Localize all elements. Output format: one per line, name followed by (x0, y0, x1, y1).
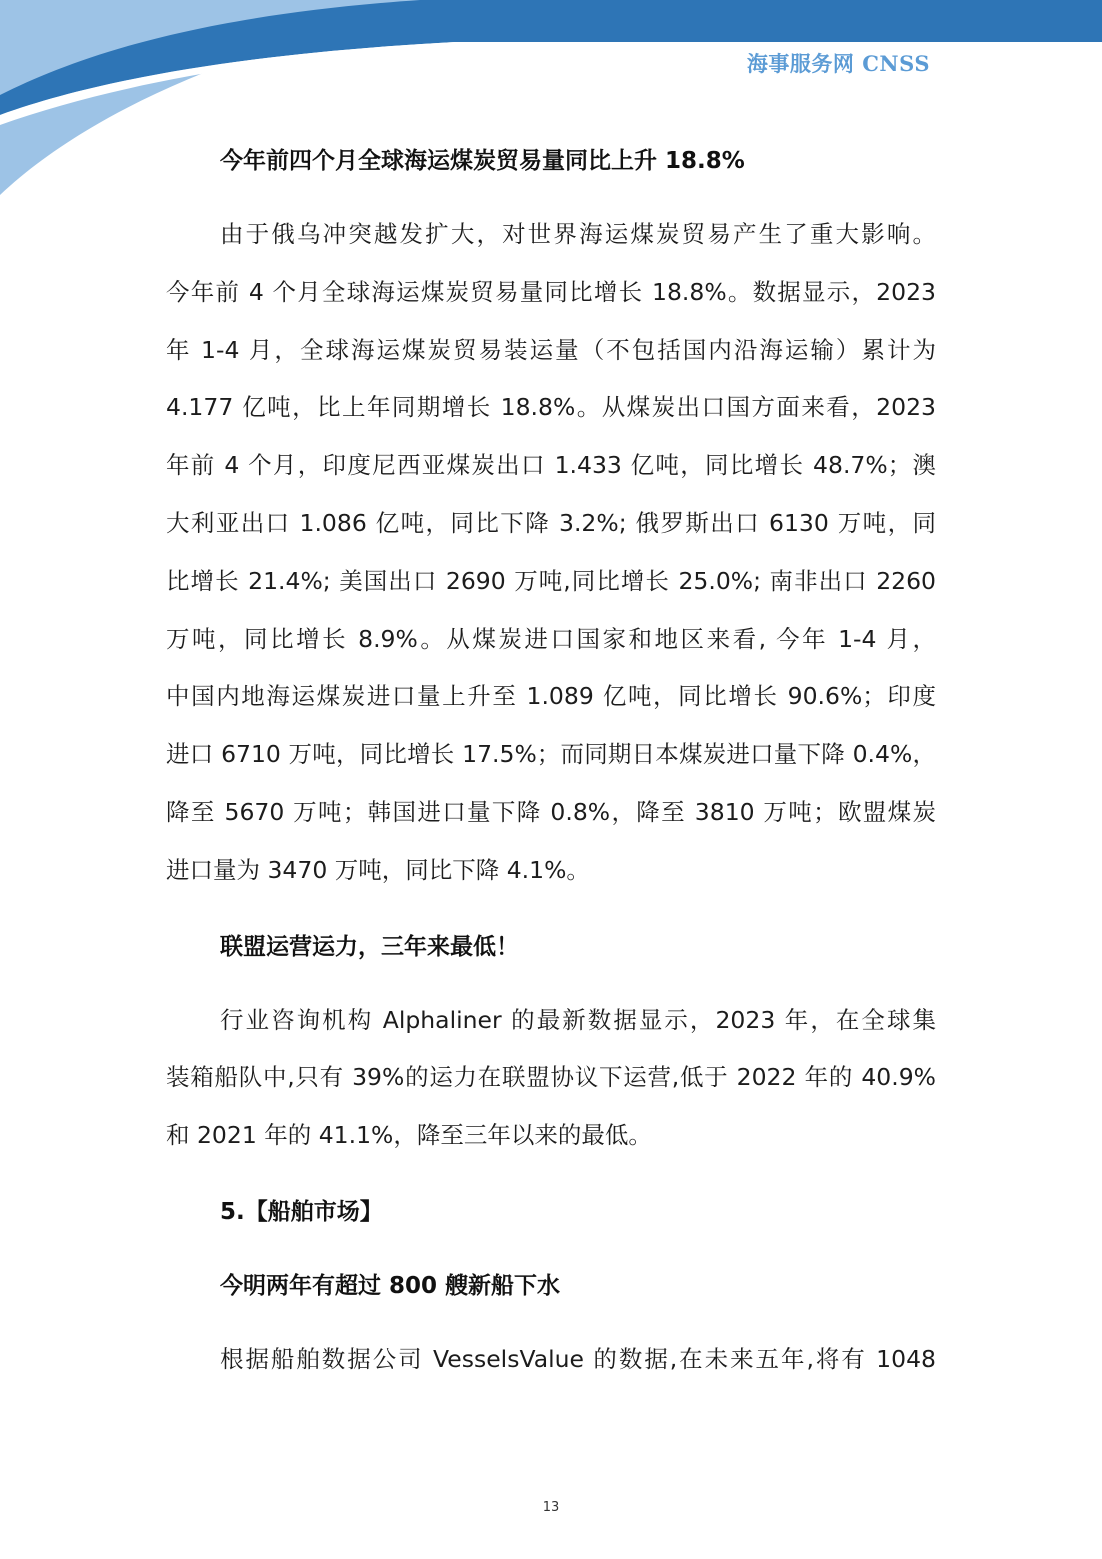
text-line: 进口量为 3470 万吨，同比下降 4.1%。 (166, 855, 590, 884)
text-line: 今年前 4 个月全球海运煤炭贸易量同比增长 18.8%。数据显示，2023 (166, 277, 936, 306)
text-line: 比增长 21.4%; 美国出口 2690 万吨,同比增长 25.0%; 南非出口 2260 (166, 566, 936, 595)
text-line: 进口 6710 万吨，同比增长 17.5%；而同期日本煤炭进口量下降 0.4%， (166, 740, 936, 769)
text-line: 中国内地海运煤炭进口量上升至 1.089 亿吨，同比增长 90.6%；印度 (166, 682, 936, 711)
heading-newbuild-launch: 今明两年有超过 800 艘新船下水 (220, 1272, 561, 1299)
page-number: 13 (542, 1500, 560, 1515)
heading-coal-trade: 今年前四个月全球海运煤炭贸易量同比上升 18.8% (220, 148, 745, 174)
text-line: 降至 5670 万吨；韩国进口量下降 0.8%，降至 3810 万吨；欧盟煤炭 (166, 797, 936, 826)
paragraph-coal-trade (166, 206, 936, 900)
heading-alliance-capacity: 联盟运营运力，三年来最低！ (220, 933, 519, 960)
paragraph-newbuild (166, 1331, 936, 1389)
text-line: 根据船舶数据公司 VesselsValue 的数据,在未来五年,将有 1048 (220, 1344, 936, 1373)
text-line: 4.177 亿吨，比上年同期增长 18.8%。从煤炭出口国方面来看，2023 (166, 393, 936, 422)
text-line: 装箱船队中,只有 39%的运力在联盟协议下运营,低于 2022 年的 40.9% (166, 1063, 936, 1092)
text-line: 和 2021 年的 41.1%，降至三年以来的最低。 (166, 1121, 652, 1150)
paragraph-alliance-capacity (166, 992, 936, 1165)
header-brand: 海事服务网 CNSS (746, 51, 930, 76)
heading-ship-market: 5.【船舶市场】 (220, 1198, 383, 1225)
text-line: 万吨，同比增长 8.9%。从煤炭进口国家和地区来看, 今年 1-4 月， (166, 624, 936, 653)
text-line: 年前 4 个月，印度尼西亚煤炭出口 1.433 亿吨，同比增长 48.7%；澳 (166, 451, 936, 480)
text-line: 行业咨询机构 Alphaliner 的最新数据显示，2023 年，在全球集 (220, 1005, 936, 1034)
text-line: 年 1-4 月，全球海运煤炭贸易装运量（不包括国内沿海运输）累计为 (166, 335, 936, 364)
text-line: 由于俄乌冲突越发扩大，对世界海运煤炭贸易产生了重大影响。 (220, 220, 936, 248)
text-line: 大利亚出口 1.086 亿吨，同比下降 3.2%; 俄罗斯出口 6130 万吨，同 (166, 508, 936, 537)
document-body (166, 132, 936, 1389)
